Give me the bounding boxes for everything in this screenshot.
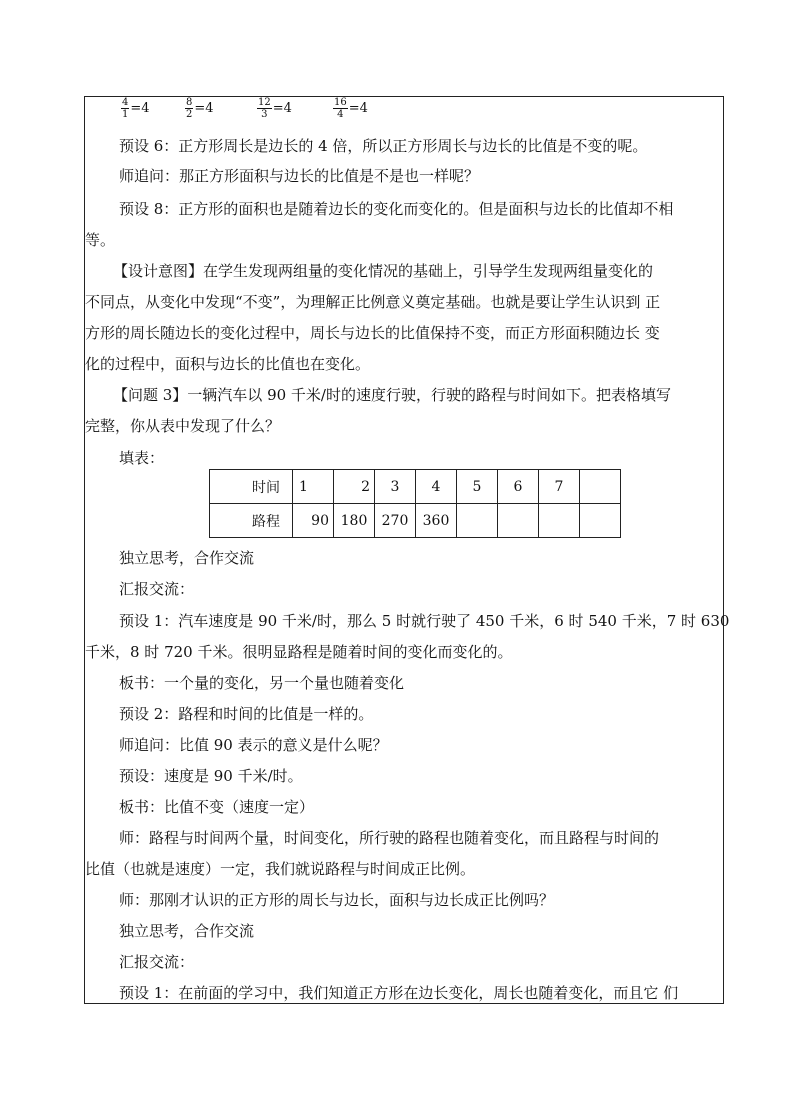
text-line: 不同点，从变化中发现“不变”，为理解正比例意义奠定基础。也就是要让学生认识到 正 — [85, 293, 661, 311]
fraction-den: 4 — [337, 109, 344, 120]
table-cell: 3 — [375, 470, 416, 504]
text-line: 千米，8 时 720 千米。很明显路程是随着时间的变化而变化的。 — [85, 643, 513, 661]
text-line: 师追问：那正方形面积与边长的比值是不是也一样呢？ — [119, 167, 480, 185]
text-line: 预设 2：路程和时间的比值是一样的。 — [119, 705, 374, 723]
table-row-distance — [210, 504, 621, 538]
fraction-4 — [333, 97, 368, 120]
text-line: 比值（也就是速度）一定，我们就说路程与时间成正比例。 — [85, 860, 476, 878]
fraction-result: =4 — [272, 101, 292, 116]
text-line: 板书：比值不变（速度一定） — [119, 798, 315, 816]
fraction-result: =4 — [348, 101, 368, 116]
text-line: 板书：一个量的变化，另一个量也随着变化 — [119, 674, 405, 692]
fraction-result: =4 — [130, 101, 150, 116]
table-cell: 6 — [498, 470, 539, 504]
text-line: 预设 8：正方形的面积也是随着边长的变化而变化的。但是面积与边长的比值却不相 — [119, 200, 674, 218]
fraction-num: 4 — [122, 97, 129, 108]
fraction-1 — [121, 97, 150, 120]
text-line: 等。 — [85, 231, 116, 249]
table-cell — [457, 504, 498, 538]
table-cell: 360 — [416, 504, 457, 538]
design-intent-heading: 【设计意图】在学生发现两组量的变化情况的基础上，引导学生发现两组量变化的 — [113, 262, 654, 280]
fraction-num: 12 — [258, 97, 271, 108]
text-line: 预设 1：汽车速度是 90 千米/时，那么 5 时就行驶了 450 千米，6 时 540 千米，7 时 630 — [119, 612, 730, 630]
table-cell — [580, 470, 621, 504]
text-line: 汇报交流： — [119, 580, 195, 598]
fraction-result: =4 — [194, 101, 214, 116]
table-cell — [580, 504, 621, 538]
table-cell: 270 — [375, 504, 416, 538]
text-line: 师追问：比值 90 表示的意义是什么呢？ — [119, 736, 388, 754]
text-line: 预设：速度是 90 千米/时。 — [119, 767, 303, 785]
table-cell — [539, 504, 580, 538]
text-line: 预设 1：在前面的学习中，我们知道正方形在边长变化，周长也随着变化，而且它 们 — [119, 984, 679, 1002]
table-cell: 1 — [293, 470, 334, 504]
fraction-2 — [185, 97, 214, 120]
fraction-num: 16 — [334, 97, 347, 108]
table-cell: 180 — [334, 504, 375, 538]
fraction-num: 8 — [186, 97, 193, 108]
question-3-heading: 【问题 3】一辆汽车以 90 千米/时的速度行驶，行驶的路程与时间如下。把表格填写 — [113, 386, 671, 404]
fill-table-label: 填表： — [119, 449, 165, 467]
table-cell — [498, 504, 539, 538]
text-line: 师：那刚才认识的正方形的周长与边长，面积与边长成正比例吗？ — [119, 891, 555, 909]
text-line: 独立思考，合作交流 — [119, 549, 255, 567]
text-line: 方形的周长随边长的变化过程中，周长与边长的比值保持不变，而正方形面积随边长 变 — [85, 324, 660, 342]
table-cell: 5 — [457, 470, 498, 504]
table-row-time — [210, 470, 621, 504]
text-line: 完整，你从表中发现了什么？ — [85, 417, 281, 435]
table-cell: 90 — [293, 504, 334, 538]
table-header-distance: 路程 — [210, 504, 293, 538]
fraction-den: 3 — [261, 109, 268, 120]
text-line: 独立思考，合作交流 — [119, 922, 255, 940]
fraction-3 — [257, 97, 292, 120]
text-line: 预设 6：正方形周长是边长的 4 倍，所以正方形周长与边长的比值是不变的呢。 — [119, 137, 648, 155]
table-cell: 7 — [539, 470, 580, 504]
time-distance-table — [209, 469, 621, 538]
table-cell: 4 — [416, 470, 457, 504]
text-line: 化的过程中，面积与边长的比值也在变化。 — [85, 355, 371, 373]
fraction-den: 1 — [122, 109, 129, 120]
table-cell: 2 — [334, 470, 375, 504]
lesson-table-frame — [84, 96, 730, 1004]
text-line: 师：路程与时间两个量，时间变化，所行驶的路程也随着变化，而且路程与时间的 — [119, 829, 660, 847]
table-header-time: 时间 — [210, 470, 293, 504]
fraction-den: 2 — [186, 109, 193, 120]
text-line: 汇报交流： — [119, 953, 195, 971]
